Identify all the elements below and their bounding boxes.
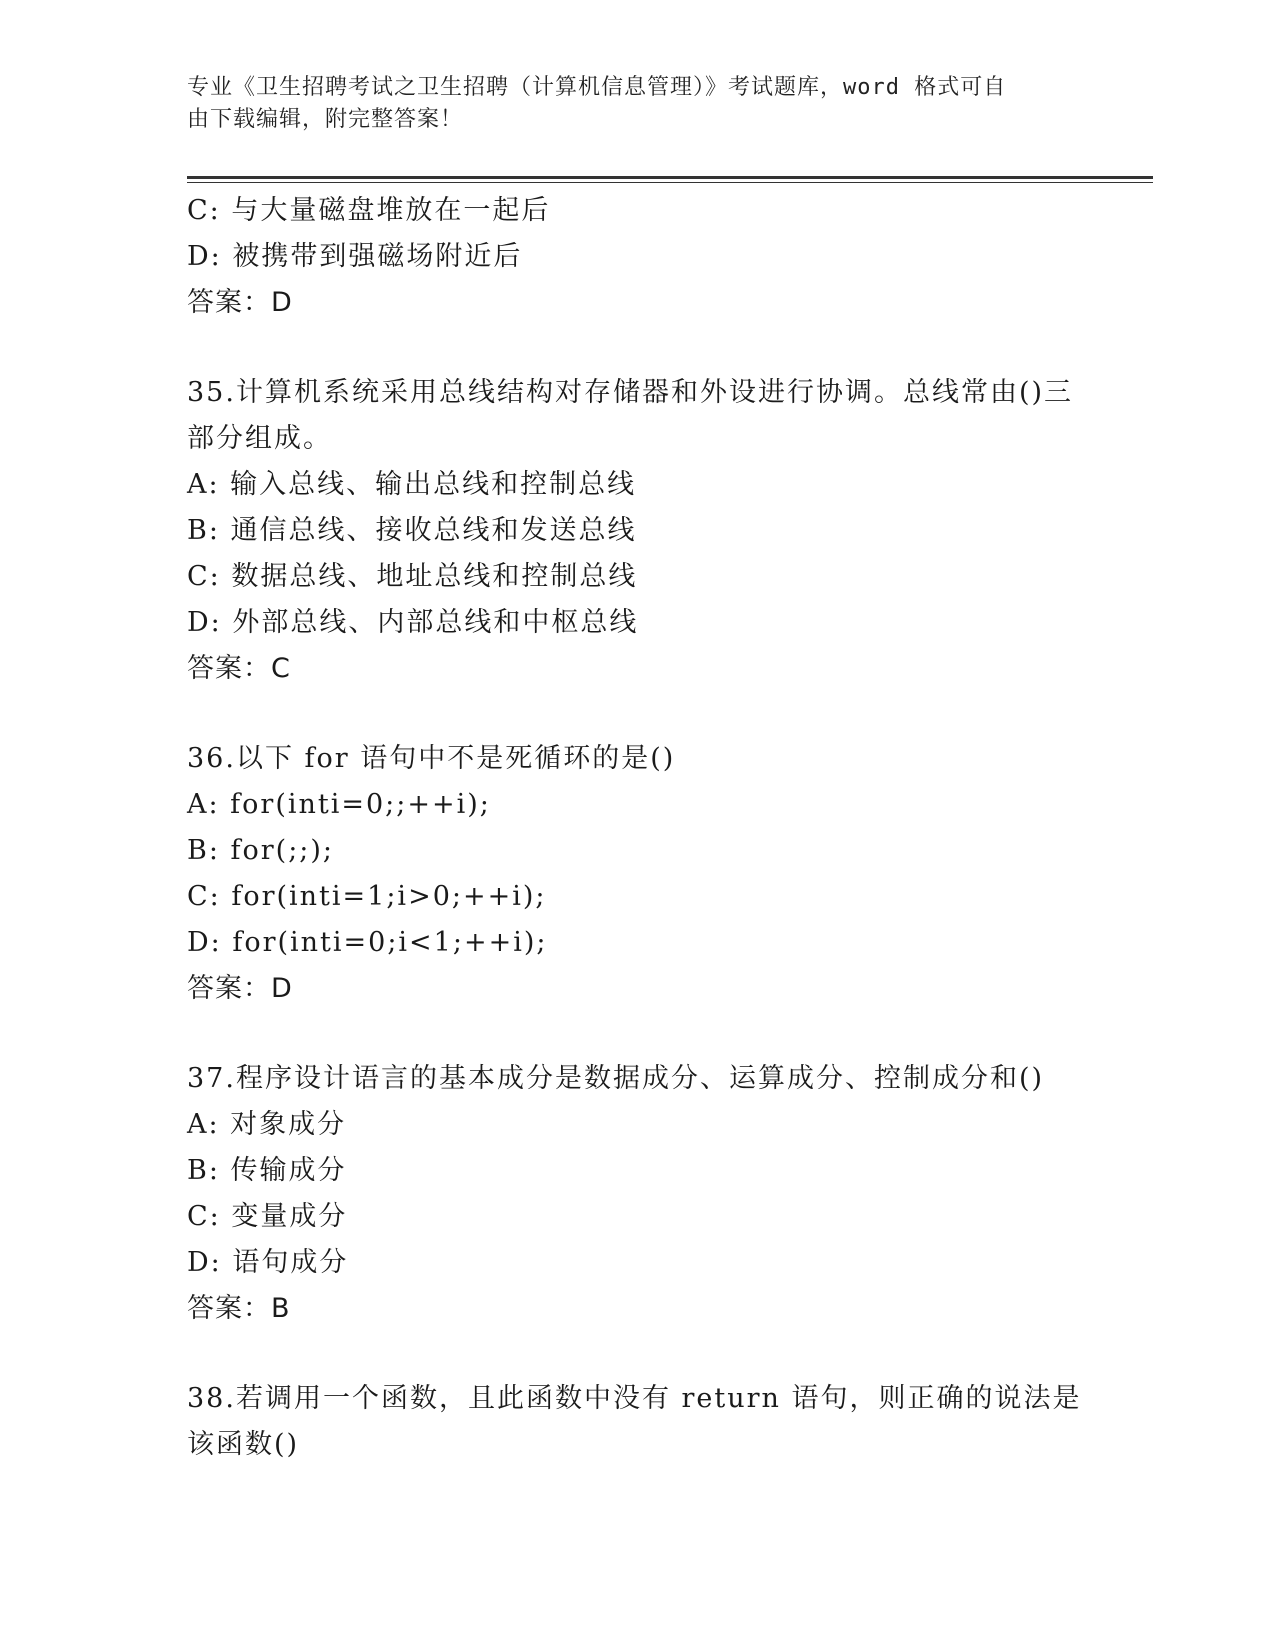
header-divider-thick [187,176,1153,179]
option-a: A: 对象成分 [187,1109,347,1140]
option-a: A: for(inti=0;;++i); [187,789,491,820]
answer: 答案：B [187,1293,291,1324]
header-line-2: 由下载编辑，附完整答案！ [187,107,464,132]
spacer [187,326,1127,370]
answer: 答案：D [187,287,293,318]
answer: 答案：C [187,653,291,684]
option-b: B: 传输成分 [187,1155,347,1186]
header-line-1: 专业《卫生招聘考试之卫生招聘（计算机信息管理）》考试题库，word 格式可自 [187,75,1007,100]
question-stem: 36.以下 for 语句中不是死循环的是() [187,743,676,774]
option-c: C: for(inti=1;i>0;++i); [187,881,547,912]
question-stem: 38.若调用一个函数，且此函数中没有 return 语句，则正确的说法是 [187,1383,1082,1414]
question-stem-continued: 部分组成。 [187,423,332,454]
question-37 [187,1056,1127,1332]
question-stem: 35.计算机系统采用总线结构对存储器和外设进行协调。总线常由()三 [187,377,1074,408]
option-d: D: for(inti=0;i<1;++i); [187,927,548,958]
question-stem-continued: 该函数() [187,1429,300,1460]
option-c: C: 数据总线、地址总线和控制总线 [187,561,638,592]
option-b: B: 通信总线、接收总线和发送总线 [187,515,637,546]
document-header [187,72,1067,136]
question-stem: 37.程序设计语言的基本成分是数据成分、运算成分、控制成分和() [187,1063,1045,1094]
option-b: B: for(;;); [187,835,335,866]
answer: 答案：D [187,973,293,1004]
option-d: D: 语句成分 [187,1247,349,1278]
option-d: D: 被携带到强磁场附近后 [187,241,523,272]
option-c: C: 变量成分 [187,1201,348,1232]
question-36 [187,736,1127,1012]
header-divider-thin [187,182,1153,183]
option-a: A: 输入总线、输出总线和控制总线 [187,469,637,500]
spacer [187,692,1127,736]
spacer [187,1332,1127,1376]
question-34 [187,188,1127,326]
option-c: C: 与大量磁盘堆放在一起后 [187,195,551,226]
option-d: D: 外部总线、内部总线和中枢总线 [187,607,639,638]
question-38 [187,1376,1127,1468]
question-35 [187,370,1127,692]
spacer [187,1012,1127,1056]
question-list [187,188,1127,1468]
